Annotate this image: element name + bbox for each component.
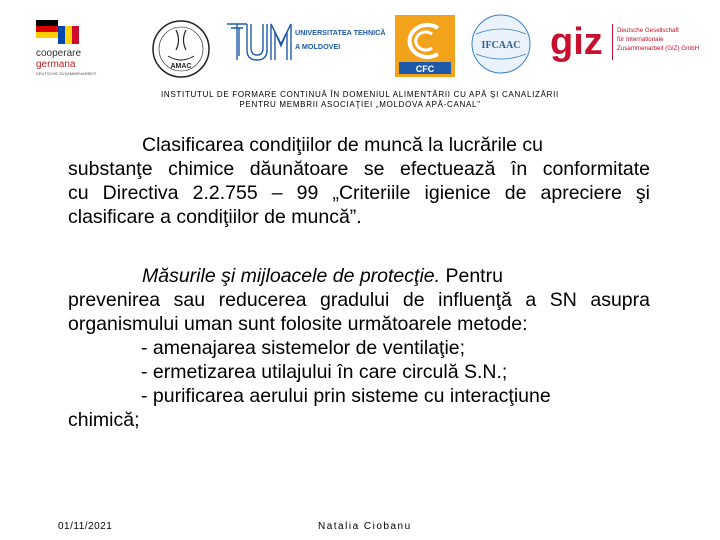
logo-strip xyxy=(0,0,720,88)
protection-heading: Măsurile şi mijloacele de protecţie. xyxy=(142,265,441,287)
ifcaac-logo xyxy=(470,12,532,76)
utm-line1: UNIVERSITATEA TEHNICĂ xyxy=(295,28,386,37)
p2-line2: prevenirea sau reducerea gradului de influenţă a SN asupra xyxy=(68,289,650,311)
ifcaac-text: IFCAAC xyxy=(481,40,521,51)
paragraph-protection xyxy=(68,264,650,432)
giz-line3: Zusammenarbeit (GIZ) GmbH xyxy=(617,45,700,52)
p1-line1: Clasificarea condiţiilor de muncă la lucrările cu xyxy=(142,134,544,156)
utm-line2: A MOLDOVEI xyxy=(295,42,341,51)
institute-line1: INSTITUTUL DE FORMARE CONTINUĂ ÎN DOMENIUL ALIMENTĂRII CU APĂ ŞI CANALIZĂRII xyxy=(161,90,559,99)
list-item-sealing: - ermetizarea utilajului în care circulă S.N.; xyxy=(141,361,508,383)
cfc-logo xyxy=(394,14,456,78)
p2-line1 xyxy=(68,264,650,288)
p1-line4: clasificare a condiţiilor de muncă”. xyxy=(68,206,362,228)
paragraph-classification xyxy=(68,133,650,229)
p2-line3: organismului uman sunt folosite următoarele metode: xyxy=(68,313,528,335)
giz-text: giz xyxy=(550,21,603,63)
cooperare-germana-logo xyxy=(30,16,125,84)
cfc-text: CFC xyxy=(415,64,435,74)
giz-line1: Deutsche Gesellschaft xyxy=(617,27,679,34)
p1-line3: cu Directiva 2.2.755 – 99 „Criteriile igienice de apreciere şi xyxy=(68,182,650,204)
institute-line2: PENTRU MEMBRII ASOCIAŢIEI „MOLDOVA APĂ-CANAL” xyxy=(239,100,481,109)
utm-logo xyxy=(225,18,385,68)
footer-author: Natalia Ciobanu xyxy=(318,521,412,532)
cooperare-subtext: DEUTSCHE ZUSAMMENARBEIT xyxy=(36,71,97,76)
list-item-purification: - purificarea aerului prin sisteme cu interacţiune xyxy=(141,385,551,407)
amac-text: AMAC xyxy=(170,63,192,70)
institute-heading xyxy=(0,90,720,110)
list-item-ventilation: - amenajarea sistemelor de ventilaţie; xyxy=(141,337,466,359)
cooperare-text: cooperare xyxy=(36,48,82,59)
p1-line2: substanţe chimice dăunătoare se efectuează în conformitate xyxy=(68,158,650,180)
list-item-purification-cont: chimică; xyxy=(68,409,140,431)
p2-line1-rest: Pentru xyxy=(440,265,503,287)
amac-logo xyxy=(146,18,216,80)
footer-date: 01/11/2021 xyxy=(58,521,113,532)
giz-line2: für Internationale xyxy=(617,36,664,43)
germana-text: germana xyxy=(36,59,76,70)
giz-logo xyxy=(550,20,700,64)
